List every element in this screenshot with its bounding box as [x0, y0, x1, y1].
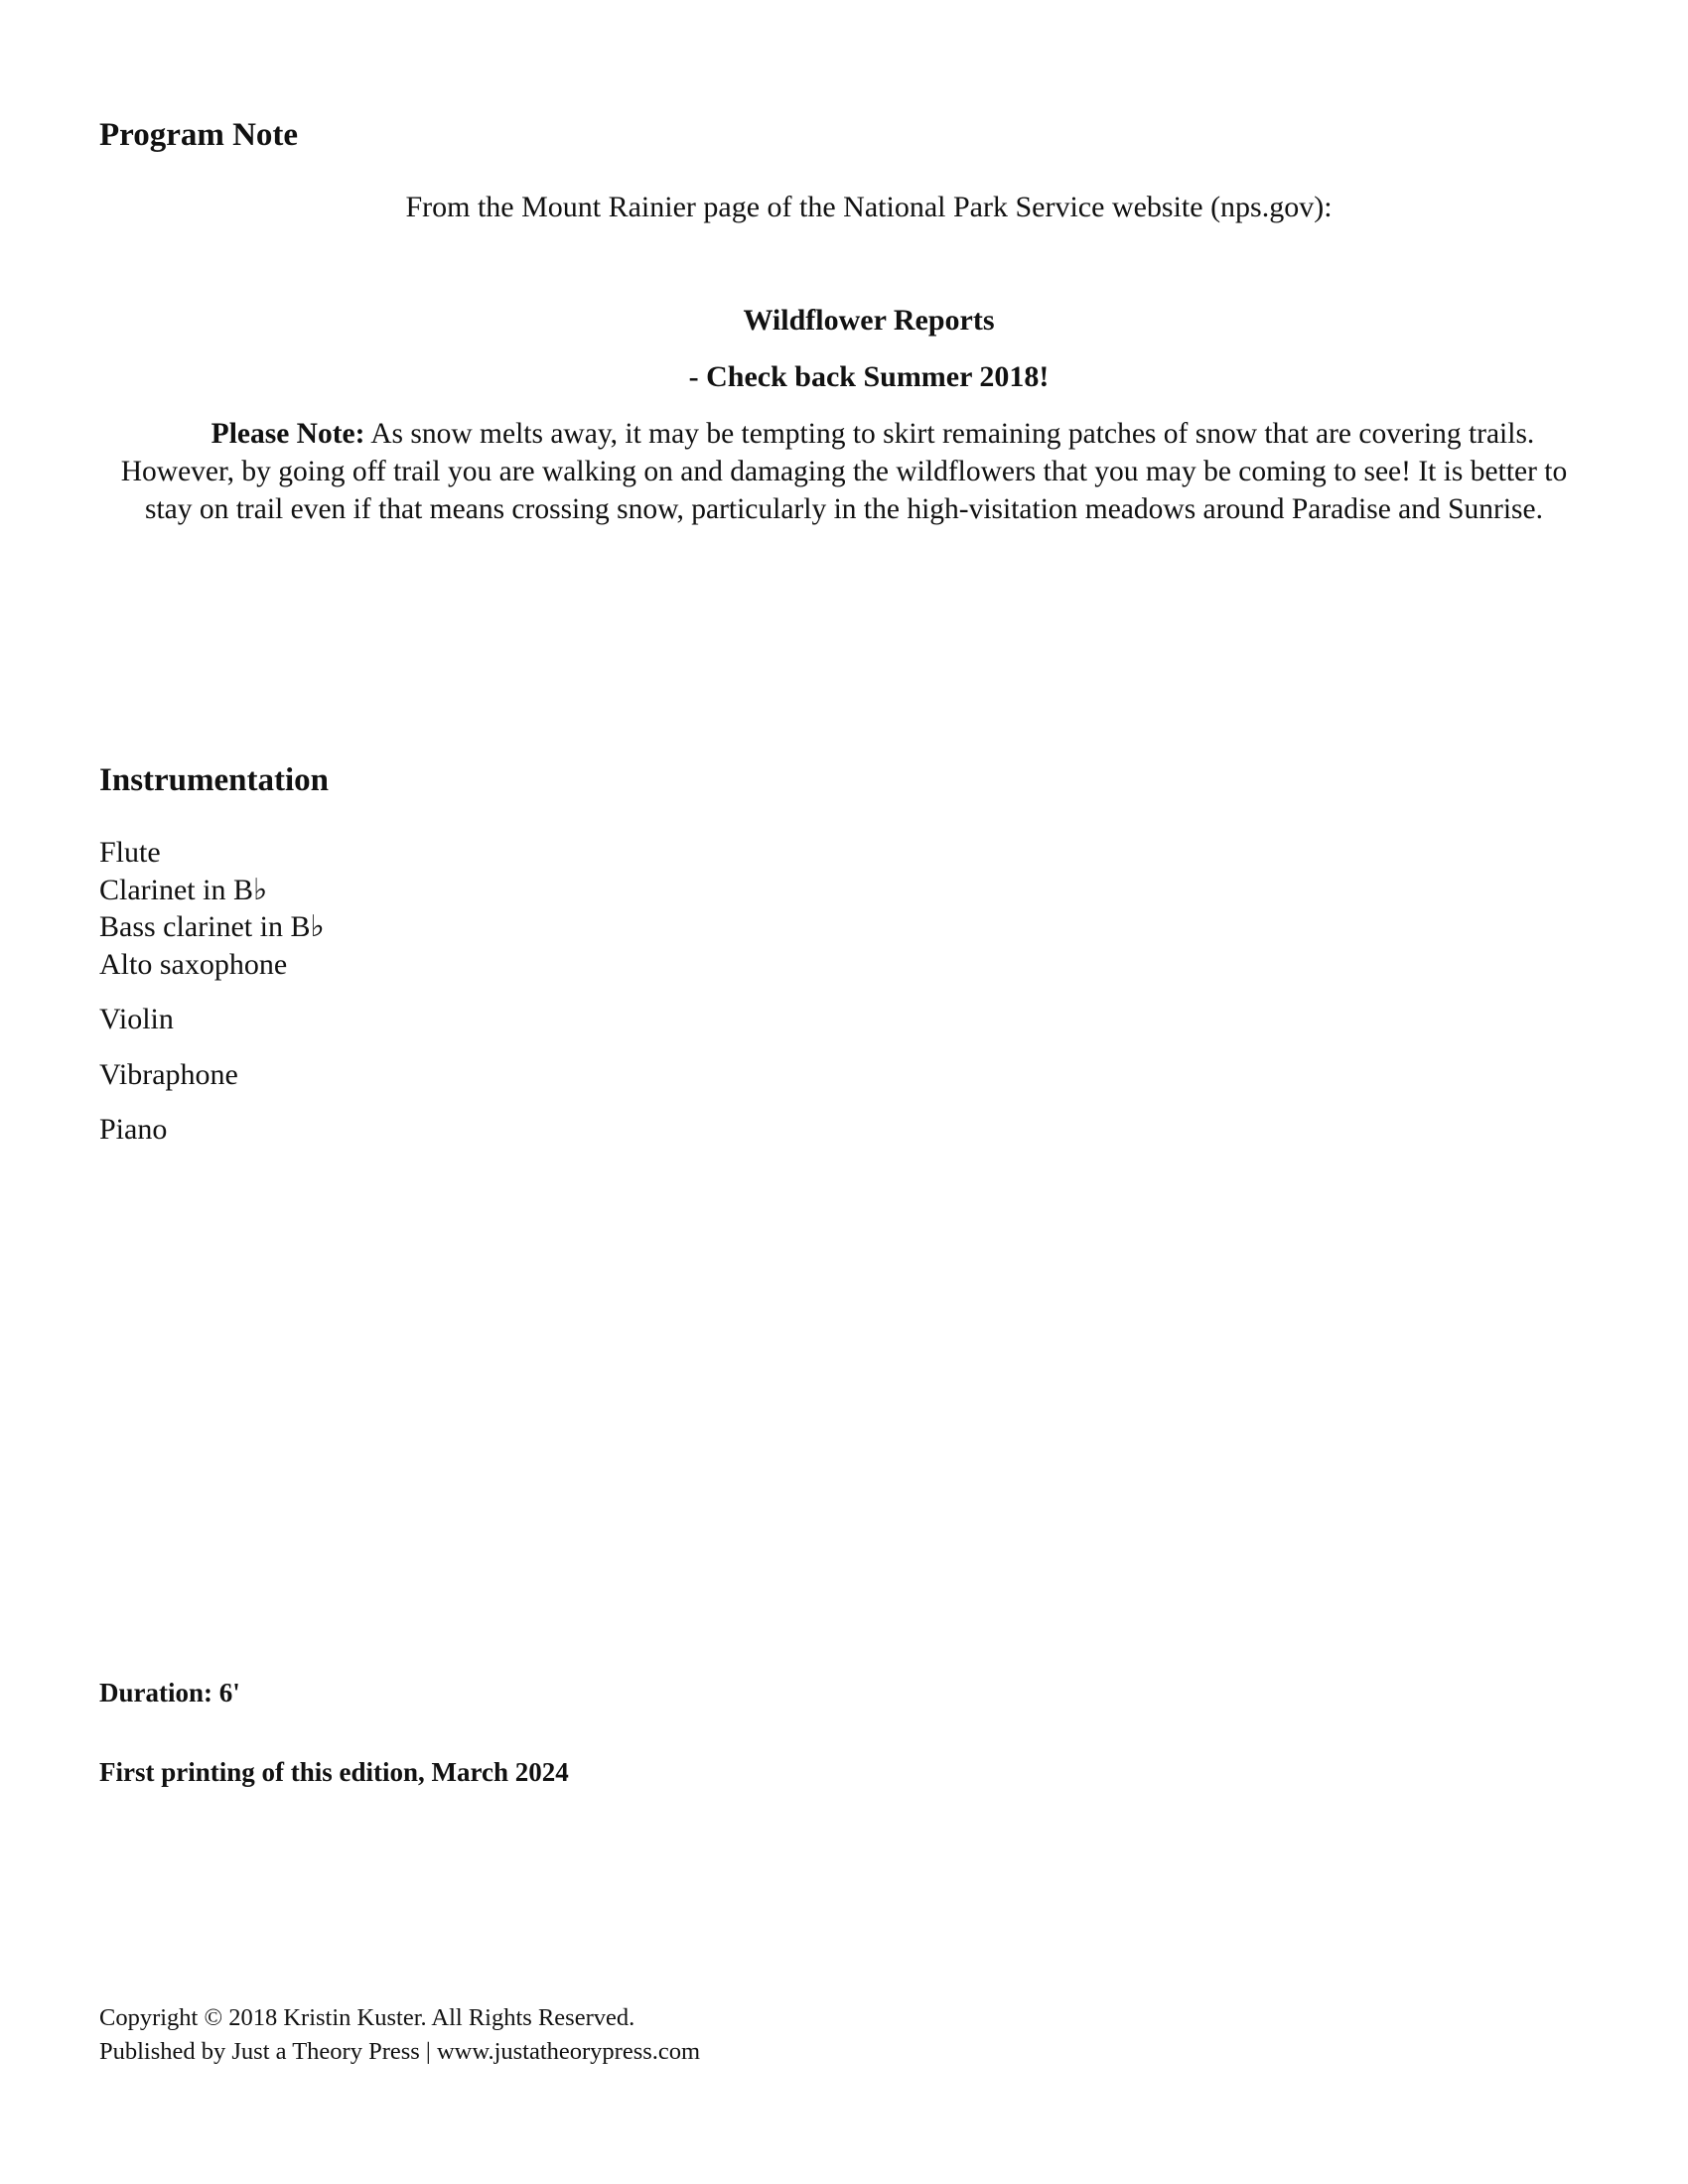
note-label: Please Note: — [211, 418, 365, 450]
publisher-line: Published by Just a Theory Press | www.justatheorypress.com — [99, 2038, 701, 2065]
instrument-group-winds — [99, 834, 325, 983]
report-heading: Wildflower Reports — [743, 304, 995, 337]
report-subheading: - Check back Summer 2018! — [688, 360, 1050, 393]
instrument-item: Violin — [99, 1003, 174, 1035]
instrument-item: Flute — [99, 836, 161, 869]
instrument-list — [99, 834, 325, 1166]
source-line: From the Mount Rainier page of the National Park Service website (nps.gov): — [405, 191, 1333, 223]
instrument-item: Clarinet in B♭ — [99, 873, 268, 906]
program-note-paragraph — [119, 415, 1569, 528]
instrument-group-strings — [99, 1001, 325, 1038]
copyright-line: Copyright © 2018 Kristin Kuster. All Rights Reserved. — [99, 2004, 635, 2031]
instrument-item: Bass clarinet in B♭ — [99, 910, 325, 943]
duration: Duration: 6' — [99, 1678, 240, 1707]
printing-info: First printing of this edition, March 2024 — [99, 1757, 569, 1787]
instrument-item: Alto saxophone — [99, 947, 288, 981]
footer — [99, 2001, 700, 2069]
instrument-group-keyboard — [99, 1111, 325, 1149]
program-note-heading: Program Note — [99, 117, 299, 153]
instrument-item: Piano — [99, 1113, 168, 1146]
instrument-item: Vibraphone — [99, 1057, 238, 1091]
note-text: As snow melts away, it may be tempting to skirt remaining patches of snow that are covering trails. However, by going off trail you are walking on and damaging the wildflowers that you may be coming to see! It is better to stay on trail even if that means crossing snow, particularly in the high-visitation meadows around Paradise and Sunrise. — [120, 418, 1568, 525]
instrumentation-heading: Instrumentation — [99, 762, 330, 798]
instrument-group-percussion — [99, 1056, 325, 1094]
